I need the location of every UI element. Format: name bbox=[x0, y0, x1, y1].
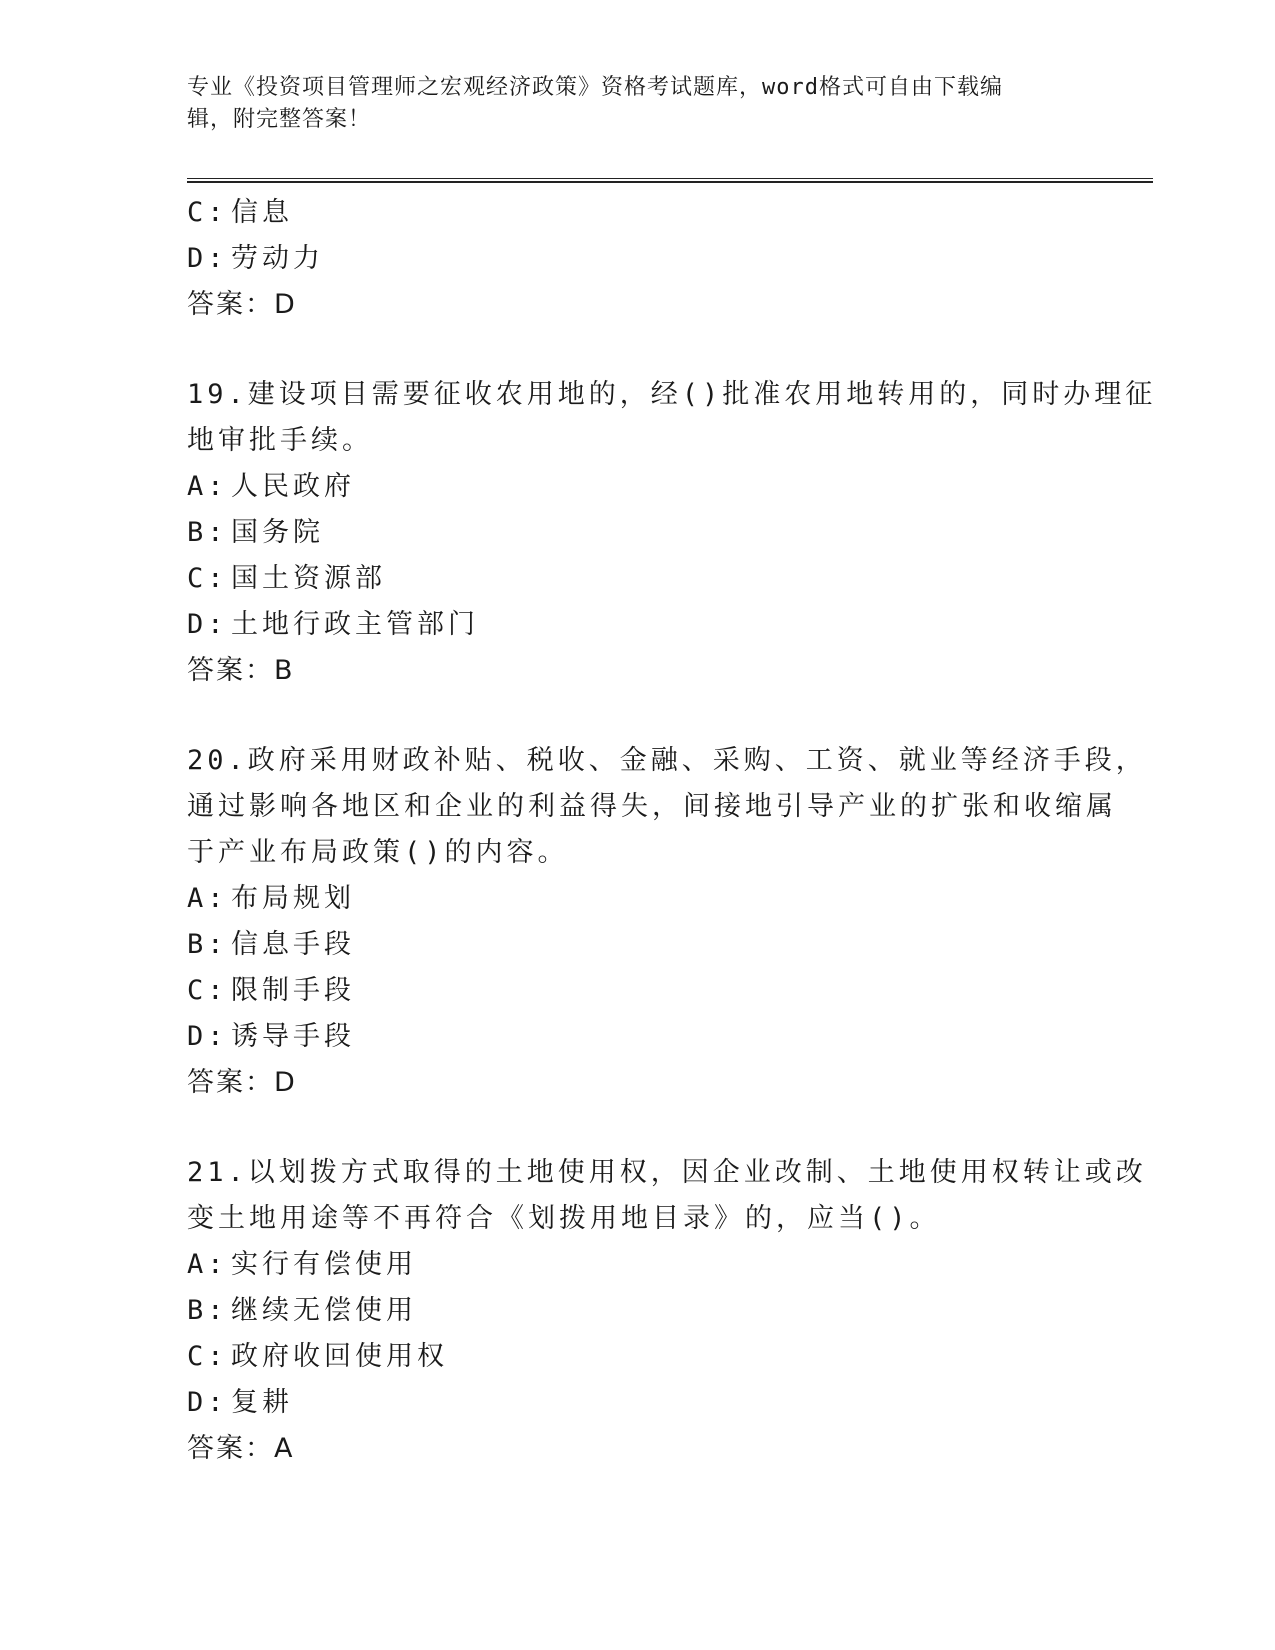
option-key: C: bbox=[187, 197, 228, 228]
option-key: A: bbox=[187, 1249, 228, 1280]
option-d bbox=[187, 1380, 1087, 1426]
option-d bbox=[187, 236, 1087, 282]
option-text: 劳动力 bbox=[231, 243, 324, 274]
option-key: B: bbox=[187, 1295, 228, 1326]
option-c bbox=[187, 190, 1087, 236]
option-key: C: bbox=[187, 975, 228, 1006]
answer-line: 答案：B bbox=[187, 655, 295, 686]
option-text: 布局规划 bbox=[231, 883, 355, 914]
spacer bbox=[187, 328, 1087, 372]
option-text: 信息 bbox=[231, 197, 293, 228]
header-rule-thick bbox=[187, 181, 1153, 183]
option-text: 国土资源部 bbox=[231, 563, 386, 594]
option-d bbox=[187, 602, 1087, 648]
option-c bbox=[187, 556, 1087, 602]
option-b bbox=[187, 922, 1087, 968]
option-text: 信息手段 bbox=[231, 929, 355, 960]
question-stem-line: 19.建设项目需要征收农用地的，经()批准农用地转用的，同时办理征 bbox=[187, 379, 1157, 410]
option-key: C: bbox=[187, 563, 228, 594]
option-key: D: bbox=[187, 609, 228, 640]
option-a bbox=[187, 876, 1087, 922]
spacer bbox=[187, 694, 1087, 738]
option-text: 人民政府 bbox=[231, 471, 355, 502]
option-d bbox=[187, 1014, 1087, 1060]
option-key: D: bbox=[187, 243, 228, 274]
option-key: B: bbox=[187, 929, 228, 960]
question-18-tail bbox=[187, 190, 1087, 328]
option-key: C: bbox=[187, 1341, 228, 1372]
option-a bbox=[187, 1242, 1087, 1288]
option-key: A: bbox=[187, 883, 228, 914]
option-text: 政府收回使用权 bbox=[231, 1341, 448, 1372]
option-key: B: bbox=[187, 517, 228, 548]
option-text: 实行有偿使用 bbox=[231, 1249, 417, 1280]
header-line-1: 专业《投资项目管理师之宏观经济政策》资格考试题库，word格式可自由下载编 bbox=[187, 75, 1003, 100]
option-b bbox=[187, 510, 1087, 556]
option-key: D: bbox=[187, 1021, 228, 1052]
option-key: D: bbox=[187, 1387, 228, 1418]
question-stem-line: 21.以划拨方式取得的土地使用权，因企业改制、土地使用权转让或改 bbox=[187, 1157, 1147, 1188]
option-c bbox=[187, 1334, 1087, 1380]
question-stem-line: 地审批手续。 bbox=[187, 425, 373, 456]
question-stem-line: 20.政府采用财政补贴、税收、金融、采购、工资、就业等经济手段， bbox=[187, 745, 1147, 776]
question-21 bbox=[187, 1150, 1147, 1472]
option-b bbox=[187, 1288, 1087, 1334]
question-stem-line: 变土地用途等不再符合《划拨用地目录》的，应当()。 bbox=[187, 1203, 941, 1234]
option-text: 继续无偿使用 bbox=[231, 1295, 417, 1326]
spacer bbox=[187, 1106, 1087, 1150]
option-key: A: bbox=[187, 471, 228, 502]
answer-line: 答案：D bbox=[187, 1067, 297, 1098]
answer-line: 答案：A bbox=[187, 1433, 295, 1464]
page-header bbox=[187, 72, 1067, 136]
option-text: 土地行政主管部门 bbox=[231, 609, 479, 640]
question-stem-line: 通过影响各地区和企业的利益得失，间接地引导产业的扩张和收缩属 bbox=[187, 791, 1117, 822]
option-text: 限制手段 bbox=[231, 975, 355, 1006]
header-line-2: 辑，附完整答案！ bbox=[187, 107, 372, 132]
option-c bbox=[187, 968, 1087, 1014]
option-text: 复耕 bbox=[231, 1387, 293, 1418]
option-a bbox=[187, 464, 1087, 510]
question-19 bbox=[187, 372, 1157, 694]
answer-line: 答案：D bbox=[187, 289, 297, 320]
question-20 bbox=[187, 738, 1147, 1106]
question-stem-line: 于产业布局政策()的内容。 bbox=[187, 837, 569, 868]
header-rule-thin bbox=[187, 178, 1153, 179]
option-text: 国务院 bbox=[231, 517, 324, 548]
option-text: 诱导手段 bbox=[231, 1021, 355, 1052]
question-list bbox=[187, 190, 1157, 1472]
